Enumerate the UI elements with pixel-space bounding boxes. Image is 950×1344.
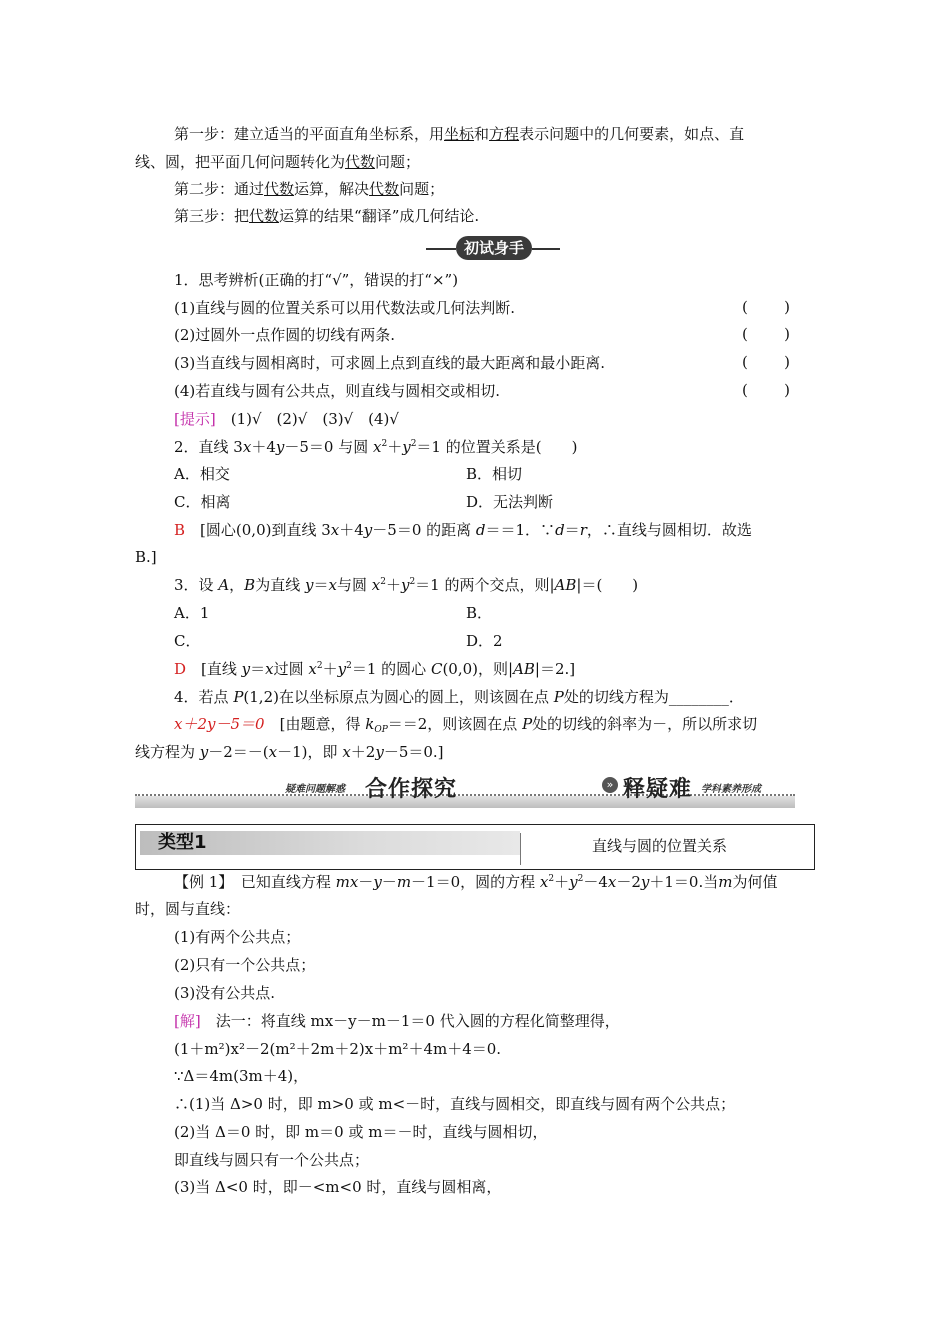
ex1-solution-7: (3)当 Δ<0 时，即－<m<0 时，直线与圆相离， xyxy=(174,1178,502,1196)
section-banner-explore xyxy=(135,772,795,810)
banner-title: 初试身手 xyxy=(456,236,532,260)
var: mx xyxy=(335,873,359,891)
solution-label: [解] xyxy=(174,1012,201,1030)
var: B xyxy=(244,576,256,594)
paren-open: ( xyxy=(742,381,748,399)
var: x xyxy=(539,873,549,891)
text: ＝ xyxy=(564,521,580,539)
text: 线、圆，把平面几何问题转化为 xyxy=(135,153,346,171)
var: x xyxy=(372,438,382,456)
ex1-solution-5: (2)当 Δ＝0 时，即 m＝0 或 m＝－时，直线与圆相切， xyxy=(174,1123,548,1141)
var: y xyxy=(275,438,285,456)
q2-solution-end: B.] xyxy=(135,548,157,566)
paren-close: ) xyxy=(784,298,790,316)
text: ＝1 的位置关系是( ) xyxy=(416,438,578,456)
var: A xyxy=(218,576,230,594)
ex1-item-1: (1)有两个公共点； xyxy=(174,928,301,946)
var: r xyxy=(579,521,587,539)
text: 问题； xyxy=(399,180,445,198)
text: [直线 xyxy=(201,660,242,678)
answer-parens xyxy=(742,353,790,371)
text: 为直线 xyxy=(255,576,305,594)
type-tab xyxy=(140,831,520,855)
q3-answer: D xyxy=(174,660,187,678)
banner-right-caption: 学科素养形成 xyxy=(701,784,761,795)
step-1-line-1 xyxy=(174,124,744,144)
q3-option-d[interactable]: D．2 xyxy=(466,632,503,650)
text: 处的切线方程为________． xyxy=(563,688,744,706)
text: ＝＝2，则该圆在点 xyxy=(387,715,523,733)
text: ＋ xyxy=(385,576,401,594)
text: －1)，即 xyxy=(277,743,343,761)
q3-option-b[interactable]: B． xyxy=(466,604,493,622)
var: y xyxy=(337,660,347,678)
text: [圆心(0,0)到直线 3 xyxy=(200,521,331,539)
var: m xyxy=(396,873,412,891)
text: 处的切线的斜率为－，所以所求切 xyxy=(532,715,758,733)
text: 和 xyxy=(474,125,490,143)
q3-solution: D [直线 y＝x过圆 $x^2+y^2=1$ 的圆心 C(0,0)，则|AB|＝2.] xyxy=(174,660,576,678)
ex1-stem: 【例 1】 已知直线方程 mx－y－m－1＝0，圆的方程 $x^2+y^2-4x-2y+1=0$.当m为何值 xyxy=(174,873,778,891)
text: －5＝0.] xyxy=(383,743,444,761)
example-label: 【例 1】 xyxy=(174,873,226,891)
var: x xyxy=(607,873,617,891)
var: x xyxy=(328,576,337,594)
text: (0,0)，则| xyxy=(442,660,514,678)
banner-dots xyxy=(135,794,795,796)
text: ，∴直线与圆相切．故选 xyxy=(586,521,752,539)
q3-option-c[interactable]: C． xyxy=(174,632,201,650)
var: y xyxy=(363,521,373,539)
text: －2＝－( xyxy=(208,743,269,761)
text: |＝( ) xyxy=(576,576,639,594)
text: 运算，解决 xyxy=(294,180,370,198)
answer-parens xyxy=(742,298,790,316)
underlined-term: 代数 xyxy=(249,207,280,225)
underlined-term: 代数 xyxy=(264,180,295,198)
hint-text: (1)√ (2)√ (3)√ (4)√ xyxy=(230,410,399,428)
ex1-solution-1 xyxy=(174,1011,620,1031)
var: d xyxy=(555,521,565,539)
section-banner-try xyxy=(426,236,560,262)
q4-stem xyxy=(174,687,744,707)
type-label: 类型1 xyxy=(158,832,207,853)
text: [由题意，得 xyxy=(279,715,366,733)
var: C xyxy=(430,660,443,678)
hint-label: [提示] xyxy=(174,410,216,428)
var: y xyxy=(373,873,382,891)
step-3 xyxy=(174,206,479,226)
answer-parens xyxy=(742,325,790,343)
paren-open: ( xyxy=(742,325,748,343)
paren-open: ( xyxy=(742,353,748,371)
ex1-stem-line-2: 时，圆与直线： xyxy=(135,900,241,918)
q2-option-a[interactable]: A．相交 xyxy=(174,465,230,483)
divider xyxy=(520,833,521,865)
text: 线方程为 xyxy=(135,743,200,761)
q4-solution-line-2 xyxy=(135,742,444,762)
banner-base xyxy=(135,796,795,808)
ex1-solution-4: ∴(1)当 Δ>0 时，即 m>0 或 m<－时，直线与圆相交，即直线与圆有两个公共点； xyxy=(174,1095,736,1113)
q2-stem: 2．直线 3x＋4y－5＝0 与圆 $x^2+y^2=1$ 的位置关系是( ) xyxy=(174,438,578,456)
q4-solution: x＋2y－5＝0 [由题意，得 $k_{OP}==2$，则该圆在点 P处的切线的斜率为－，所以所求切 xyxy=(174,715,758,735)
text: 为何值 xyxy=(732,873,778,891)
type-header-box xyxy=(135,824,815,870)
text: ＝＝1．∵ xyxy=(485,521,556,539)
text: ＝1 的圆心 xyxy=(351,660,431,678)
q1-hint xyxy=(174,409,399,429)
text: ＝1 的两个交点，则| xyxy=(415,576,555,594)
q1-item-1: (1)直线与圆的位置关系可以用代数法或几何法判断. xyxy=(174,299,516,317)
var: x xyxy=(242,438,252,456)
text: 过圆 xyxy=(273,660,309,678)
q1-item-2: (2)过圆外一点作圆的切线有两条. xyxy=(174,326,396,344)
var: x xyxy=(342,743,351,761)
var: x xyxy=(308,660,317,678)
var: d xyxy=(475,521,486,539)
underlined-term: 坐标 xyxy=(444,125,475,143)
q2-option-c[interactable]: C．相离 xyxy=(174,493,231,511)
ex1-solution-3: ∵Δ＝4m(3m＋4)， xyxy=(174,1067,309,1085)
var: y xyxy=(199,743,209,761)
text: 法一：将直线 mx－y－m－1＝0 代入圆的方程化简整理得， xyxy=(215,1012,620,1030)
paren-close: ) xyxy=(784,353,790,371)
text: － xyxy=(358,873,374,891)
q2-answer: B xyxy=(174,521,186,539)
var: P xyxy=(553,688,564,706)
var: AB xyxy=(554,576,577,594)
banner-title-2: 释疑难 xyxy=(623,777,693,802)
text: ＋ xyxy=(322,660,338,678)
text: ＋1＝0.当 xyxy=(649,873,719,891)
q2-solution xyxy=(174,520,752,540)
text: － xyxy=(381,873,397,891)
text: 与圆 xyxy=(336,576,372,594)
paren-close: ) xyxy=(784,381,790,399)
var: y xyxy=(402,438,411,456)
var: x xyxy=(268,743,278,761)
text: ， xyxy=(229,576,245,594)
text: －1＝0，圆的方程 xyxy=(411,873,540,891)
paren-open: ( xyxy=(742,298,748,316)
text: ＋2 xyxy=(350,743,376,761)
step-2 xyxy=(174,179,444,199)
q2-option-b[interactable]: B．相切 xyxy=(466,465,523,483)
q2-option-d[interactable]: D．无法判断 xyxy=(466,493,554,511)
text: ＋ xyxy=(387,438,403,456)
var: x xyxy=(330,521,340,539)
ex1-item-3: (3)没有公共点. xyxy=(174,984,276,1002)
banner-left-caption: 疑难问题解惑 xyxy=(285,784,345,795)
text: 2．直线 3 xyxy=(174,438,243,456)
var: y xyxy=(241,660,251,678)
ex1-item-2: (2)只有一个公共点； xyxy=(174,956,316,974)
text: ＋4 xyxy=(339,521,364,539)
banner-rule-left xyxy=(426,248,456,250)
text: 问题； xyxy=(375,153,421,171)
var: AB xyxy=(513,660,535,678)
var: y xyxy=(375,743,384,761)
text: 运算的结果“翻译”成几何结论. xyxy=(279,207,480,225)
var: P xyxy=(522,715,533,733)
var: y xyxy=(640,873,650,891)
var: y xyxy=(569,873,578,891)
text: ＝ xyxy=(250,660,266,678)
underlined-term: 代数 xyxy=(345,153,376,171)
q3-stem: 3．设 A，B为直线 y＝x与圆 $x^2+y^2=1$ 的两个交点，则|AB|＝( ) xyxy=(174,576,639,594)
paren-close: ) xyxy=(784,325,790,343)
var: P xyxy=(233,688,244,706)
text: －5＝0 的距离 xyxy=(372,521,476,539)
text: |＝2.] xyxy=(534,660,576,678)
type-topic: 直线与圆的位置关系 xyxy=(592,837,728,855)
text: 4．若点 xyxy=(174,688,234,706)
var: x xyxy=(265,660,274,678)
q3-option-a[interactable]: A．1 xyxy=(174,604,210,622)
text: ＋4 xyxy=(251,438,276,456)
text: 第一步：建立适当的平面直角坐标系，用 xyxy=(174,125,445,143)
step-1-line-2 xyxy=(135,152,420,172)
text: 3．设 xyxy=(174,576,219,594)
text: 第三步：把 xyxy=(174,207,250,225)
text: －2 xyxy=(616,873,641,891)
text: 第二步：通过 xyxy=(174,180,265,198)
underlined-term: 方程 xyxy=(489,125,520,143)
text: ＝ xyxy=(313,576,329,594)
var: k xyxy=(365,715,375,733)
q4-answer: x＋2y－5＝0 xyxy=(174,715,265,733)
underlined-term: 代数 xyxy=(369,180,400,198)
arrow-icon: » xyxy=(602,777,618,793)
text: ＋ xyxy=(554,873,570,891)
var: y xyxy=(304,576,314,594)
answer-parens xyxy=(742,381,790,399)
ex1-solution-2: (1＋m²)x²－2(m²＋2m＋2)x＋m²＋4m＋4＝0. xyxy=(174,1040,502,1058)
var: m xyxy=(718,873,733,891)
var: y xyxy=(400,576,410,594)
ex1-solution-6: 即直线与圆只有一个公共点； xyxy=(174,1151,370,1169)
text: (1,2)在以坐标原点为圆心的圆上，则该圆在点 xyxy=(243,688,554,706)
text: －4 xyxy=(583,873,608,891)
q1-item-3: (3)当直线与圆相离时，可求圆上点到直线的最大距离和最小距离. xyxy=(174,354,606,372)
q1-stem: 1．思考辨析(正确的打“√”，错误的打“×”) xyxy=(174,271,459,289)
var: x xyxy=(371,576,381,594)
text: －5＝0 与圆 xyxy=(284,438,373,456)
banner-rule-right xyxy=(532,248,560,250)
q1-item-4: (4)若直线与圆有公共点，则直线与圆相交或相切. xyxy=(174,382,501,400)
text: 表示问题中的几何要素，如点、直 xyxy=(519,125,745,143)
text: 已知直线方程 xyxy=(240,873,336,891)
banner-title-1: 合作探究 xyxy=(365,777,458,802)
